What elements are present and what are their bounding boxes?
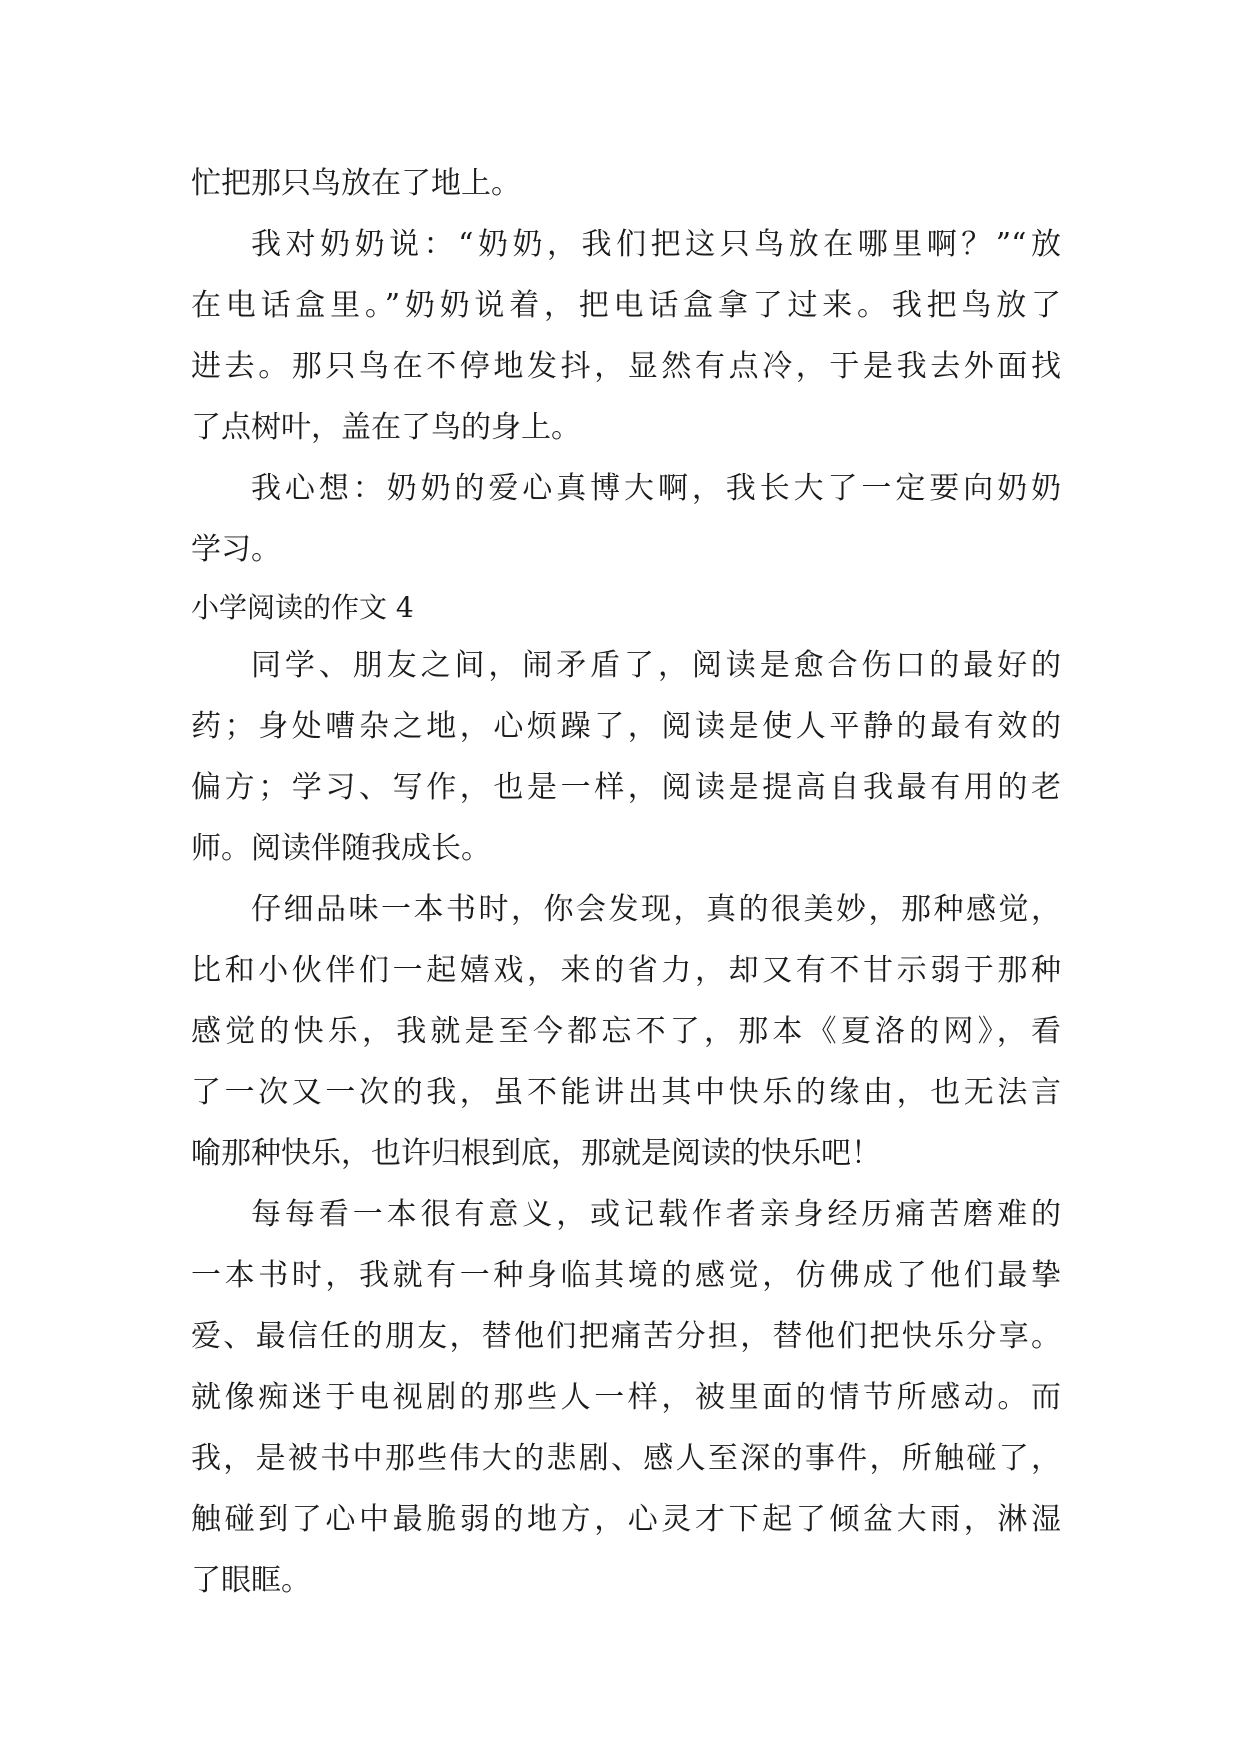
text-line: 药；身处嘈杂之地，心烦躁了，阅读是使人平静的最有效的 xyxy=(191,709,1061,744)
text-line: 就像痴迷于电视剧的那些人一样，被里面的情节所感动。而 xyxy=(191,1380,1061,1415)
text-line: 一本书时，我就有一种身临其境的感觉，仿佛成了他们最挚 xyxy=(191,1258,1061,1293)
text-line: 我，是被书中那些伟大的悲剧、感人至深的事件，所触碰了， xyxy=(191,1441,1061,1476)
text-line: 感觉的快乐，我就是至今都忘不了，那本《夏洛的网》，看 xyxy=(191,1014,1061,1049)
text-line: 了一次又一次的我，虽不能讲出其中快乐的缘由，也无法言 xyxy=(191,1075,1061,1110)
text-line: 喻那种快乐，也许归根到底，那就是阅读的快乐吧！ xyxy=(191,1136,881,1171)
text-line: 学习。 xyxy=(191,532,281,567)
text-line: 进去。那只鸟在不停地发抖，显然有点冷，于是我去外面找 xyxy=(191,349,1061,384)
text-line: 比和小伙伴们一起嬉戏，来的省力，却又有不甘示弱于那种 xyxy=(191,953,1061,988)
text-line: 偏方；学习、写作，也是一样，阅读是提高自我最有用的老 xyxy=(191,770,1061,805)
text-line: 了点树叶，盖在了鸟的身上。 xyxy=(191,410,581,445)
text-line: 在电话盒里。”奶奶说着，把电话盒拿了过来。我把鸟放了 xyxy=(191,288,1061,323)
paragraph-first-line: 每每看一本很有意义，或记载作者亲身经历痛苦磨难的 xyxy=(251,1197,1061,1232)
text-line: 爱、最信任的朋友，替他们把痛苦分担，替他们把快乐分享。 xyxy=(191,1319,1061,1354)
text-line: 师。阅读伴随我成长。 xyxy=(191,831,491,866)
paragraph-first-line: 同学、朋友之间，闹矛盾了，阅读是愈合伤口的最好的 xyxy=(251,648,1061,683)
paragraph-first-line: 我对奶奶说：“奶奶，我们把这只鸟放在哪里啊？”“放 xyxy=(251,227,1061,262)
paragraph-first-line: 仔细品味一本书时，你会发现，真的很美妙，那种感觉， xyxy=(251,892,1061,927)
paragraph-first-line: 我心想：奶奶的爱心真博大啊，我长大了一定要向奶奶 xyxy=(251,471,1061,506)
section-heading: 小学阅读的作文 4 xyxy=(191,591,414,624)
text-line: 忙把那只鸟放在了地上。 xyxy=(191,166,521,201)
text-line: 触碰到了心中最脆弱的地方，心灵才下起了倾盆大雨，淋湿 xyxy=(191,1502,1061,1537)
text-line: 了眼眶。 xyxy=(191,1563,311,1598)
